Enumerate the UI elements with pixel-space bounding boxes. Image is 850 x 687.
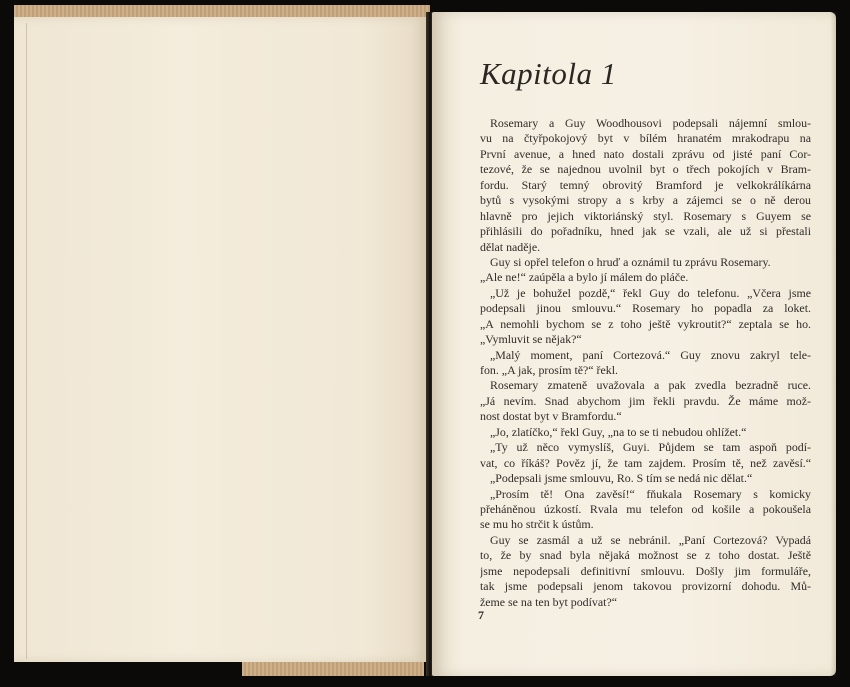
chapter-title: Kapitola 1 [480, 56, 617, 91]
text-line: tezové, že se najednou uvolnil byt o třech pokojích v Bram- [480, 162, 811, 177]
book-cover-cloth-bottom [242, 660, 424, 676]
text-line: jsme nepodepsali definitivní smlouvu. Došly jim formuláře, [480, 563, 811, 578]
text-line: „Já nevím. Snad abychom jim řekli pravdu. Že máme mož- [480, 393, 811, 408]
text-line: fon. „A jak, prosím tě?“ řekl. [480, 363, 619, 377]
text-line: První avenue, a hned nato dostali zprávu od jisté paní Cor- [480, 146, 811, 161]
text-line: nost dostat byt v Bramfordu.“ [480, 409, 622, 424]
text-line: „Už je bohužel pozdě,“ řekl Guy do telefonu. „Včera jsme [490, 285, 811, 300]
text-line: dělat naděje. [480, 239, 541, 254]
text-line: žeme se na ten byt podívat?“ [480, 594, 618, 609]
text-line: „Ale ne!“ zaúpěla a bylo jí málem do pláče. [480, 270, 689, 285]
text-line: „Podepsali jsme smlouvu, Ro. S tím se nedá nic dělat.“ [490, 471, 753, 486]
page-number: 7 [478, 608, 484, 622]
page-fold-line [26, 23, 27, 659]
text-line: „Vymluvit se nějak?“ [480, 332, 582, 347]
text-line: „A nemohli bychom se z toho ještě vykroutit?“ zeptala se ho. [480, 316, 811, 331]
chapter-body-text [480, 116, 811, 610]
text-line: Guy si opřel telefon o hruď a oznámil tu zprávu Rosemary. [490, 254, 771, 269]
text-line: přeháněnou úzkostí. Rvala mu telefon od košile a pokoušela [480, 501, 811, 516]
text-line: Rosemary zmateně uvažovala a pak zvedla bezradně ruce. [490, 378, 811, 393]
right-page [432, 12, 836, 676]
text-line: bytů s vysokými stropy a s krby a zájemci se o ně derou [480, 193, 811, 208]
text-line: to, že by snad byla nějaká možnost se z toho dostat. Ještě [480, 548, 811, 563]
text-line: tak jsme podepsali jenom takovou provizorní dohodu. Mů- [480, 579, 811, 594]
page-edge-shadow [830, 12, 836, 676]
left-page-blank [14, 17, 426, 662]
text-line: Guy se zasmál a už se nebránil. „Paní Cortezová? Vypadá [490, 532, 811, 547]
text-line: „Malý moment, paní Cortezová.“ Guy znovu zakryl tele- [490, 347, 811, 362]
text-line: vat, co říkáš? Pověz jí, že tam zajdem. Prosím tě, než zavěsí.“ [480, 455, 811, 470]
text-line: hlavně pro jejich viktoriánský styl. Rosemary s Guyem se [480, 208, 811, 223]
text-line: podepsali jinou smlouvu.“ Rosemary ho popadla za loket. [480, 301, 811, 316]
text-line: „Jo, zlatíčko,“ řekl Guy, „na to se ti nebudou ohlížet.“ [490, 424, 747, 439]
text-line: fordu. Starý temný obrovitý Bramford je velkokrálíkárna [480, 177, 811, 192]
text-line: „Ty už něco vymyslíš, Guyi. Půjdem se tam aspoň podí- [490, 440, 811, 455]
text-line: „Prosím tě! Ona zavěsí!“ fňukala Rosemary s komicky [490, 486, 811, 501]
text-line: vu na čtyřpokojový byt v bílém hranatém mrakodrapu na [480, 131, 811, 146]
text-line: se mu ho strčit k ústům. [480, 517, 594, 532]
text-line: Rosemary a Guy Woodhousovi podepsali nájemní smlou- [490, 116, 811, 130]
text-line: přihlásili do pořadníku, hned jak se vzali, ale už si přestali [480, 224, 811, 239]
